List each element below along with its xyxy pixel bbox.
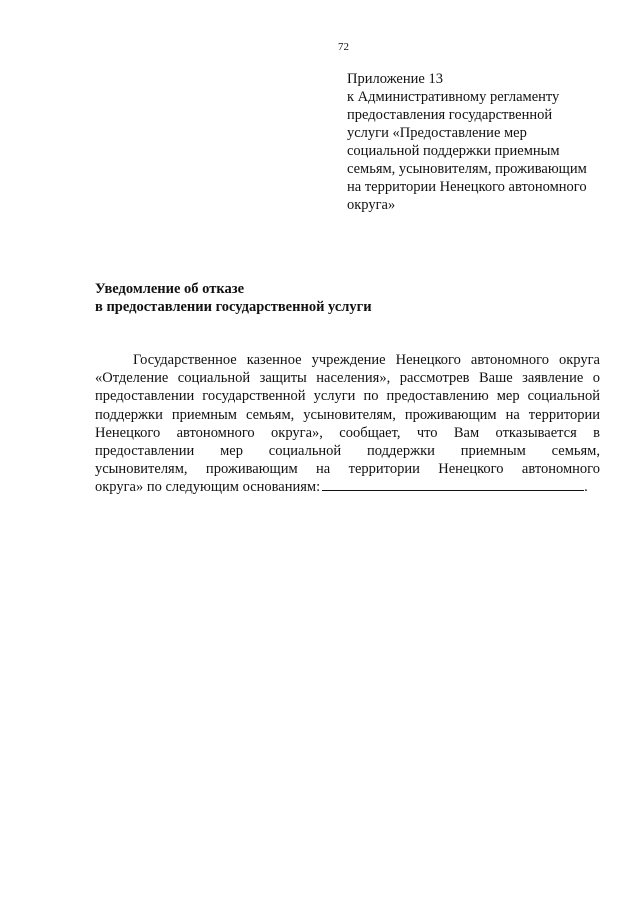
body-line: предоставлении мер социальной поддержки приемным семьям, xyxy=(95,443,600,460)
body-line: «Отделение социальной защиты населения», рассмотрев Ваше заявление о xyxy=(95,370,600,387)
appendix-line: на территории Ненецкого автономного xyxy=(347,179,587,195)
body-line: усыновителям, проживающим на территории Ненецкого автономного xyxy=(95,461,600,478)
grounds-blank-field[interactable] xyxy=(322,478,584,491)
body-line-last xyxy=(95,478,600,496)
body-line: предоставлении государственной услуги по предоставлению мер социальной xyxy=(95,388,600,405)
end-punctuation: . xyxy=(584,479,588,496)
appendix-line: социальной поддержки приемным xyxy=(347,143,560,159)
appendix-line: Приложение 13 xyxy=(347,71,443,87)
appendix-line: семьям, усыновителям, проживающим xyxy=(347,161,587,177)
appendix-line: к Административному регламенту xyxy=(347,89,560,105)
appendix-line: округа» xyxy=(347,197,396,213)
title-line: в предоставлении государственной услуги xyxy=(95,299,372,315)
body-line: Ненецкого автономного округа», сообщает, что Вам отказывается в xyxy=(95,424,600,441)
page-number: 72 xyxy=(338,41,349,53)
body-line-text: округа» по следующим основаниям: xyxy=(95,479,321,496)
notice-body xyxy=(95,351,600,497)
body-line: поддержки приемным семьям, усыновителям, проживающим на территории xyxy=(95,406,600,423)
appendix-header xyxy=(347,70,617,214)
body-line: Государственное казенное учреждение Ненецкого автономного округа xyxy=(133,352,600,368)
title-line: Уведомление об отказе xyxy=(95,281,245,297)
document-title xyxy=(95,280,575,316)
appendix-line: услуги «Предоставление мер xyxy=(347,125,527,141)
appendix-line: предоставления государственной xyxy=(347,107,553,123)
